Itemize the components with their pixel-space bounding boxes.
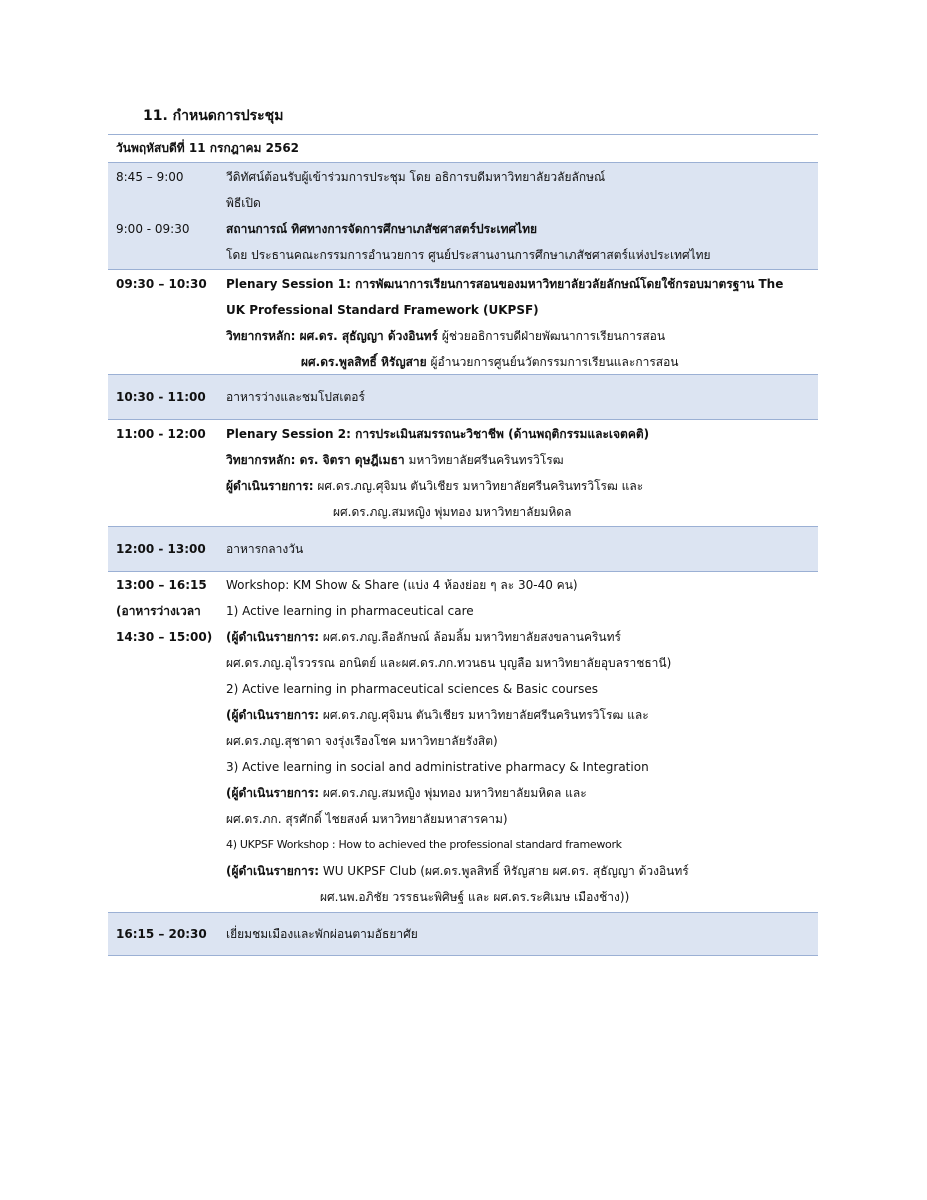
line-bold-text: Plenary Session 1: การพัฒนาการเรียนการสอนของมหาวิทยาลัยวลัยลักษณ์โดยใช้กรอบมาตรฐาน The bbox=[226, 277, 784, 291]
session-line bbox=[226, 702, 818, 728]
line-bold-text: ผู้ดำเนินรายการ: bbox=[226, 479, 314, 493]
session-line bbox=[226, 806, 818, 832]
session-line bbox=[226, 349, 818, 374]
line-text: มหาวิทยาลัยศรีนครินทรวิโรฒ bbox=[404, 453, 564, 467]
schedule-block-plenary-2 bbox=[108, 420, 818, 527]
line-text: ผศ.ดร.ภญ.ลือลักษณ์ ล้อมลิ้ม มหาวิทยาลัยสงขลานครินทร์ bbox=[319, 630, 621, 644]
time-label: 09:30 – 10:30 bbox=[116, 277, 207, 291]
line-bold-text: Plenary Session 2: การประเมินสมรรถนะวิชาชีพ (ด้านพฤติกรรมและเจตคติ) bbox=[226, 427, 650, 441]
schedule-block-opening bbox=[108, 163, 818, 270]
content-column bbox=[226, 271, 818, 374]
session-line bbox=[226, 728, 818, 754]
time-label: 12:00 - 13:00 bbox=[116, 542, 206, 556]
session-line bbox=[226, 624, 818, 650]
schedule-block-workshop bbox=[108, 572, 818, 913]
time-label: (อาหารว่างเวลา bbox=[116, 604, 201, 618]
session-line bbox=[226, 780, 818, 806]
time-label: 13:00 – 16:15 bbox=[116, 578, 207, 592]
session-line bbox=[226, 536, 818, 562]
line-text: Workshop: KM Show & Share bbox=[226, 578, 400, 592]
session-line bbox=[226, 676, 818, 702]
schedule-block-city-tour bbox=[108, 913, 818, 956]
session-line bbox=[226, 572, 818, 598]
session-line bbox=[226, 473, 818, 499]
time-column bbox=[108, 536, 226, 562]
line-text: วีดิทัศน์ต้อนรับผู้เข้าร่วมการประชุม โดย อธิการบดีมหาวิทยาลัยวลัยลักษณ์ bbox=[226, 170, 606, 184]
line-text: ผศ.ดร.ภญ.อุไรวรรณ อกนิตย์ และผศ.ดร.ภก.ทวนธน บุญลือ มหาวิทยาลัยอุบลราชธานี) bbox=[226, 656, 672, 670]
line-bold-text: (ผู้ดำเนินรายการ: bbox=[226, 630, 320, 644]
session-line bbox=[226, 421, 818, 447]
session-line bbox=[226, 323, 818, 349]
line-text: เยี่ยมชมเมืองและพักผ่อนตามอัธยาศัย bbox=[226, 927, 418, 941]
session-line bbox=[226, 754, 818, 780]
line-text: ผู้อำนวยการศูนย์นวัตกรรมการเรียนและการสอน bbox=[426, 355, 679, 369]
line-text: โดย ประธานคณะกรรมการอำนวยการ ศูนย์ประสานงานการศึกษาเภสัชศาสตร์แห่งประเทศไทย bbox=[226, 248, 711, 262]
content-column bbox=[226, 164, 818, 269]
line-text: ผศ.นพ.อภิชัย วรรธนะพิศิษฐ์ และ ผศ.ดร.ระศิเมษ เมืองช้าง)) bbox=[320, 890, 630, 904]
content-column bbox=[226, 921, 818, 947]
time-label: 14:30 – 15:00) bbox=[116, 630, 213, 644]
schedule-table bbox=[108, 134, 818, 956]
line-bold-text: วิทยากรหลัก: ผศ.ดร. สุธัญญา ด้วงอินทร์ bbox=[226, 329, 438, 343]
content-column bbox=[226, 384, 818, 410]
session-line bbox=[226, 921, 818, 947]
line-bold-text: (ผู้ดำเนินรายการ: bbox=[226, 708, 320, 722]
time-label: 11:00 - 12:00 bbox=[116, 427, 206, 441]
session-line bbox=[226, 242, 818, 268]
schedule-block-break bbox=[108, 375, 818, 420]
time-label: 10:30 - 11:00 bbox=[116, 390, 206, 404]
session-line bbox=[226, 216, 818, 242]
line-text: ผศ.ดร.ภญ.สุชาดา จงรุ่งเรืองโชค มหาวิทยาลัยรังสิต) bbox=[226, 734, 498, 748]
line-bold-text: (ผู้ดำเนินรายการ: bbox=[226, 786, 320, 800]
line-text: ผศ.ดร.ภญ.สมหญิง พุ่มทอง มหาวิทยาลัยมหิดล bbox=[333, 505, 572, 519]
session-line bbox=[226, 190, 818, 216]
line-bold-text: สถานการณ์ ทิศทางการจัดการศึกษาเภสัชศาสตร์ประเทศไทย bbox=[226, 222, 538, 236]
page-title: 11. กำหนดการประชุม bbox=[143, 108, 284, 124]
session-line bbox=[226, 447, 818, 473]
content-column bbox=[226, 536, 818, 562]
line-text: 1) Active learning in pharmaceutical care bbox=[226, 604, 474, 618]
session-line bbox=[226, 297, 818, 323]
session-line bbox=[226, 858, 818, 884]
content-column bbox=[226, 421, 818, 526]
session-line bbox=[226, 271, 818, 297]
line-extra-text: (แบ่ง 4 ห้องย่อย ๆ ละ 30-40 คน) bbox=[399, 578, 578, 592]
line-text: ผู้ช่วยอธิการบดีฝ่ายพัฒนาการเรียนการสอน bbox=[438, 329, 666, 343]
line-text: ผศ.ดร.ภก. สุรศักดิ์ ไชยสงค์ มหาวิทยาลัยมหาสารคาม) bbox=[226, 812, 508, 826]
line-text: WU UKPSF Club (ผศ.ดร.พูลสิทธิ์ หิรัญสาย ผศ.ดร. สุธัญญา ด้วงอินทร์ bbox=[319, 864, 689, 878]
session-line bbox=[226, 832, 818, 858]
session-line bbox=[226, 499, 818, 525]
time-label bbox=[116, 242, 226, 268]
time-column bbox=[108, 164, 226, 269]
day-header: วันพฤหัสบดีที่ 11 กรกฎาคม 2562 bbox=[108, 134, 818, 163]
time-label bbox=[116, 190, 226, 216]
schedule-block-lunch bbox=[108, 527, 818, 572]
session-line bbox=[226, 650, 818, 676]
line-text: 4) UKPSF Workshop : How to achieved the professional standard framework bbox=[226, 838, 622, 851]
time-column bbox=[108, 421, 226, 526]
content-column bbox=[226, 572, 818, 912]
line-text: 3) Active learning in social and administrative pharmacy & Integration bbox=[226, 760, 649, 774]
session-line bbox=[226, 164, 818, 190]
line-text: อาหารกลางวัน bbox=[226, 542, 304, 556]
line-text: ผศ.ดร.ภญ.ศุจิมน ตันวิเชียร มหาวิทยาลัยศรีนครินทรวิโรฒ และ bbox=[313, 479, 644, 493]
line-text: ผศ.ดร.ภญ.สมหญิง พุ่มทอง มหาวิทยาลัยมหิดล และ bbox=[319, 786, 587, 800]
session-line bbox=[226, 384, 818, 410]
line-text: ผศ.ดร.ภญ.ศุจิมน ตันวิเชียร มหาวิทยาลัยศรีนครินทรวิโรฒ และ bbox=[319, 708, 649, 722]
time-label: 16:15 – 20:30 bbox=[116, 927, 207, 941]
line-bold-text: UK Professional Standard Framework (UKPSF) bbox=[226, 303, 539, 317]
line-text: อาหารว่างและชมโปสเตอร์ bbox=[226, 390, 365, 404]
line-text: พิธีเปิด bbox=[226, 196, 261, 210]
time-column bbox=[108, 921, 226, 947]
line-bold-text: วิทยากรหลัก: ดร. จิตรา ดุษฎีเมธา bbox=[226, 453, 405, 467]
time-column bbox=[108, 384, 226, 410]
time-label: 9:00 - 09:30 bbox=[116, 222, 190, 236]
time-column bbox=[108, 572, 226, 912]
line-bold-text: (ผู้ดำเนินรายการ: bbox=[226, 864, 320, 878]
time-label: 8:45 – 9:00 bbox=[116, 170, 184, 184]
session-line bbox=[226, 884, 818, 910]
line-bold-text: ผศ.ดร.พูลสิทธิ์ หิรัญสาย bbox=[301, 355, 427, 369]
schedule-block-plenary-1 bbox=[108, 270, 818, 375]
line-text: 2) Active learning in pharmaceutical sciences & Basic courses bbox=[226, 682, 598, 696]
time-column bbox=[108, 271, 226, 374]
session-line bbox=[226, 598, 818, 624]
